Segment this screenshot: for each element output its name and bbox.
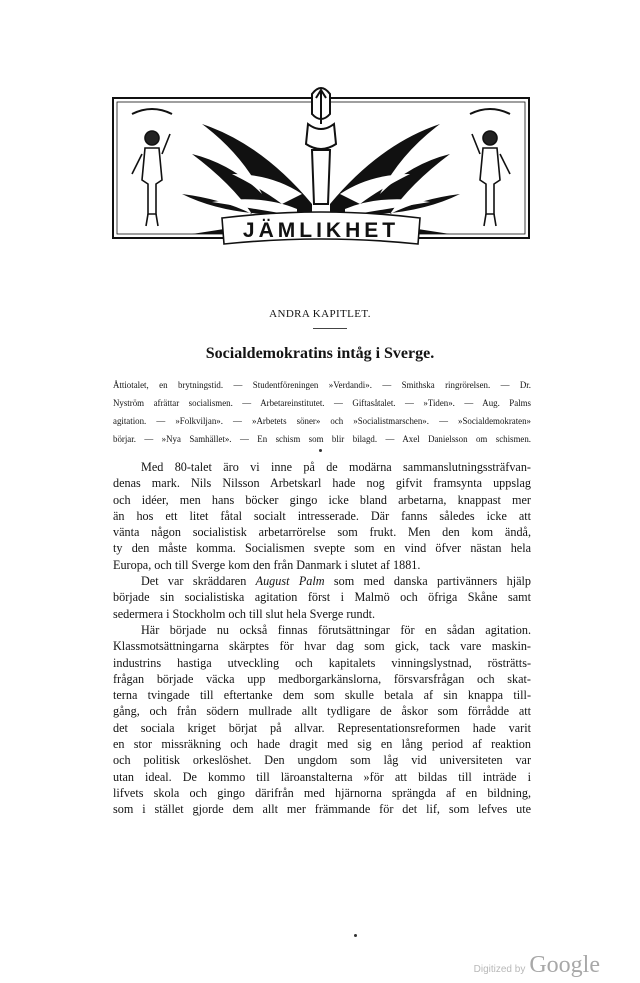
summary-line: Nyström afrättar socialismen. — Arbetareinstitutet. — Giftasåtalet. — »Tiden». — Aug. Palms	[113, 398, 531, 408]
ornament-illustration	[112, 84, 530, 254]
ink-dot	[319, 449, 322, 452]
body-text	[113, 459, 531, 818]
paragraph-line: började sin socialistiska agitation först i Malmö och öfriga Skåne samt	[113, 590, 531, 605]
summary-line: agitation. — »Folkviljan». — »Arbetets söner» och »Socialistmarschen». — »Socialdemokraten»	[113, 416, 531, 426]
paragraph-line: frågan började väcka upp medborgarkänslorna, försvarsfrågan och skat-	[113, 671, 531, 686]
paragraph-line: vänta någon socialistisk arbetarrörelse som frukt. Men den kom ändå,	[113, 525, 531, 540]
paragraph-line: och idéer, men hans böcker gingo icke bland arbetarna, knappast mer	[113, 492, 531, 507]
paragraph-line	[113, 573, 531, 589]
paragraph-line: utan ideal. De kommo till läroanstalterna »för att bildas till inträde i	[113, 769, 531, 784]
paragraph-line: Klassmotsättningarna skärptes för hvar dag som gick, tack vare maskin-	[113, 639, 531, 654]
digitized-by-text: Digitized by	[473, 964, 526, 975]
chapter-label: ANDRA KAPITLET.	[269, 308, 371, 320]
chapter-divider	[313, 328, 347, 329]
header-vignette	[112, 84, 530, 254]
chapter-title: Socialdemokratins intåg i Sverge.	[205, 345, 435, 362]
paragraph-line: och politisk orkeslöshet. Den ungdom som låg vid universiteten var	[113, 753, 531, 768]
line-fragment: som med danska partivänners hjälp	[324, 574, 531, 589]
paragraph-line: industrins hastiga utveckling och kapitalets vinningslystnad, rösträtts-	[113, 655, 531, 670]
paragraph-line: terna tvingade till eftertanke dem som skulle betala af sin knappa till-	[113, 688, 531, 703]
summary-line: Åttiotalet, en brytningstid. — Studentföreningen »Verdandi». — Smithska ringrörelsen. — Dr.	[113, 380, 531, 390]
paragraph-line: lifvets skola och gingo därifrån med hjärnorna sprängda af en bildning,	[113, 785, 531, 800]
paragraph-line: denas mark. Nils Nilsson Arbetskarl hade nog gifvit framsynta uppslag	[113, 476, 531, 491]
paragraph-line: ty den måste komma. Socialismen svepte som en vind öfver nästan hela	[113, 541, 531, 556]
paragraph-line: det sociala kriget börjat på allvar. Representationsreformen hade varit	[113, 720, 531, 735]
left-figure	[132, 109, 172, 226]
paragraph-line: Här började nu också finnas förutsättningar för en sådan agitation.	[141, 622, 531, 637]
paragraph-line: som i stället gjorde dem allt mer främmande för det lif, som lefves ute	[113, 802, 531, 817]
summary-line: börjar. — »Nya Samhället». — En schism som blir bilagd. — Axel Danielsson om schismen.	[113, 434, 531, 444]
paragraph-line: sedermera i Stockholm och till slut hela Sverge rundt.	[113, 606, 376, 621]
paragraph-line: en stor missräkning och hade dragit med sig en lång period af reaktion	[113, 737, 531, 752]
paragraph-line: än hos ett litet fåtal socialt intresserade. Där fanns således icke att	[113, 508, 531, 523]
paragraph-line: Europa, och till Sverge kom den från Danmark i slutet af 1881.	[113, 557, 421, 572]
person-name: August Palm	[255, 574, 325, 589]
google-logo: Google	[529, 952, 600, 978]
central-emblem	[306, 88, 336, 204]
digitized-footer	[474, 952, 600, 979]
chapter-summary	[113, 376, 531, 448]
paragraph-line: gång, och från södern mullrade allt tydligare de åskor som förrådde att	[113, 704, 531, 719]
banner-text: JÄMLIKHET	[242, 219, 400, 242]
right-figure	[470, 109, 510, 226]
paragraph-line: Med 80-talet äro vi inne på de modärna sammanslutningssträfvan-	[141, 460, 531, 474]
ink-dot	[354, 934, 357, 937]
line-fragment: Det var skräddaren	[141, 574, 256, 589]
